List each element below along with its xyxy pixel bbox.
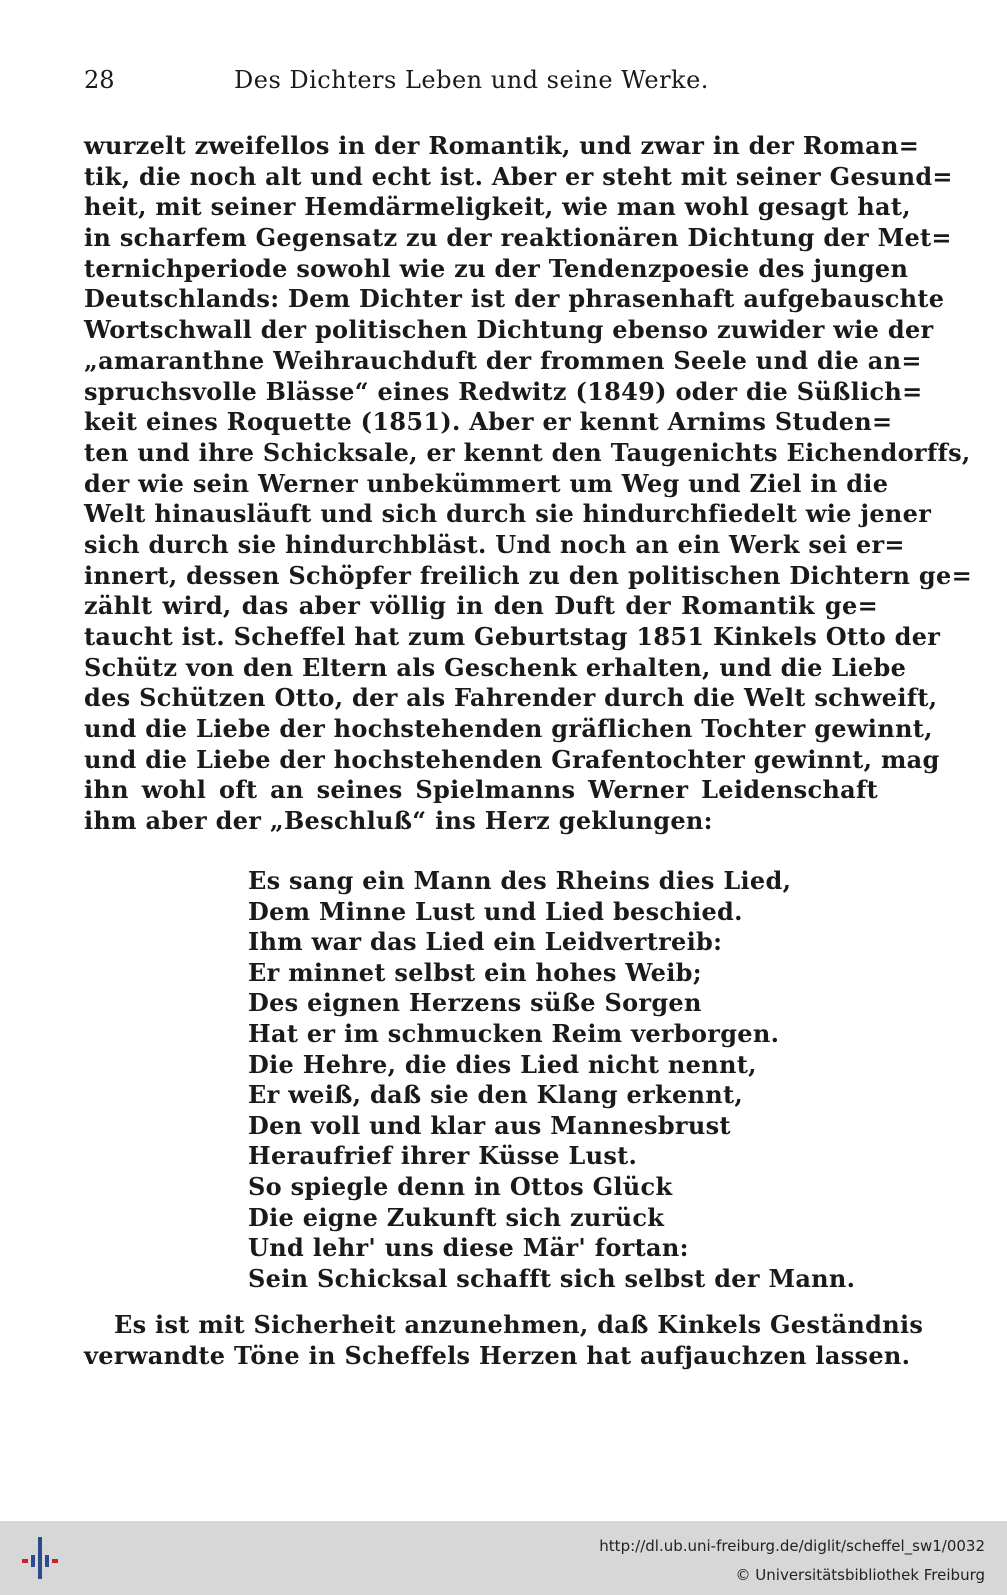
text-line: Welt hinausläuft und sich durch sie hindurchfiedelt wie jener [84,499,932,529]
text-line: verwandte Töne in Scheffels Herzen hat aufjauchzen lassen. [84,1340,911,1370]
closing-paragraph [84,1310,924,1371]
poem-line: Er weiß, daß sie den Klang erkennt, [248,1080,744,1110]
poem-line: Es sang ein Mann des Rheins dies Lied, [248,866,792,895]
text-line: ten und ihre Schicksale, er kennt den Taugenichts Eichendorffs, [84,437,971,467]
text-line: „amaranthne Weihrauchduft der frommen Seele und die an= [84,345,922,375]
poem [248,866,856,1294]
poem-line: Heraufrief ihrer Küsse Lust. [248,1141,638,1171]
text-line: wurzelt zweifellos in der Romantik, und zwar in der Roman= [84,131,920,160]
poem-line: Die eigne Zukunft sich zurück [248,1202,665,1232]
text-line: ternichperiode sowohl wie zu der Tendenzpoesie des jungen [84,253,909,283]
text-line: Schütz von den Eltern als Geschenk erhalten, und die Liebe [84,652,907,682]
footer-bar [0,1521,1007,1595]
poem-line: So spiegle denn in Ottos Glück [248,1171,673,1201]
text-line: tik, die noch alt und echt ist. Aber er steht mit seiner Gesund= [84,161,953,191]
text-line: und die Liebe der hochstehenden Grafentochter gewinnt, mag [84,744,940,774]
text-line: und die Liebe der hochstehenden gräflichen Tochter gewinnt, [84,714,933,744]
text-line: heit, mit seiner Hemdärmeligkeit, wie man wohl gesagt hat, [84,192,911,222]
text-line: des Schützen Otto, der als Fahrender durch die Welt schweift, [84,683,938,713]
poem-line: Dem Minne Lust und Lied beschied. [248,896,743,926]
text-line: taucht ist. Scheffel hat zum Geburtstag 1851 Kinkels Otto der [84,622,941,651]
poem-line: Sein Schicksal schafft sich selbst der Mann. [248,1263,856,1293]
text-line: der wie sein Werner unbekümmert um Weg und Ziel in die [84,468,889,498]
poem-line: Und lehr' uns diese Mär' fortan: [248,1233,689,1263]
poem-line: Ihm war das Lied ein Leidvertreib: [248,927,723,957]
text-line: zählt wird, das aber völlig in den Duft der Romantik ge= [84,591,878,621]
library-logo-icon [18,1533,62,1583]
poem-line: Des eignen Herzens süße Sorgen [248,988,702,1018]
text-line: sich durch sie hindurchbläst. Und noch an ein Werk sei er= [84,529,905,559]
text-line: keit eines Roquette (1851). Aber er kennt Arnims Studen= [84,407,893,437]
text-line: spruchsvolle Blässe“ eines Redwitz (1849) oder die Süßlich= [84,376,923,406]
poem-line: Er minnet selbst ein hohes Weib; [248,957,702,987]
text-line: in scharfem Gegensatz zu der reaktionären Dichtung der Met= [84,223,952,253]
poem-line: Den voll und klar aus Mannesbrust [248,1110,731,1140]
text-line: Wortschwall der politischen Dichtung ebenso zuwider wie der [84,315,934,345]
page-number: 28 [84,66,115,94]
text-line: Es ist mit Sicherheit anzunehmen, daß Kinkels Geständnis [114,1310,924,1339]
text-line: innert, dessen Schöpfer freilich zu den politischen Dichtern ge= [84,560,972,590]
copyright-notice: © Universitätsbibliothek Freiburg [735,1566,985,1584]
text-line: ihm aber der „Beschluß“ ins Herz geklungen: [84,806,713,836]
running-title: Des Dichters Leben und seine Werke. [234,66,709,94]
paragraph [84,131,972,837]
text-line: ihn wohl oft an seines Spielmanns Werner Leidenschaft [84,775,878,805]
poem-line: Hat er im schmucken Reim verborgen. [248,1018,780,1048]
poem-line: Die Hehre, die dies Lied nicht nennt, [248,1049,757,1079]
text-line: Deutschlands: Dem Dichter ist der phrasenhaft aufgebauschte [84,284,945,314]
permalink-url[interactable]: http://dl.ub.uni-freiburg.de/diglit/scheffel_sw1/0032 [599,1537,985,1555]
page-header [84,66,878,100]
